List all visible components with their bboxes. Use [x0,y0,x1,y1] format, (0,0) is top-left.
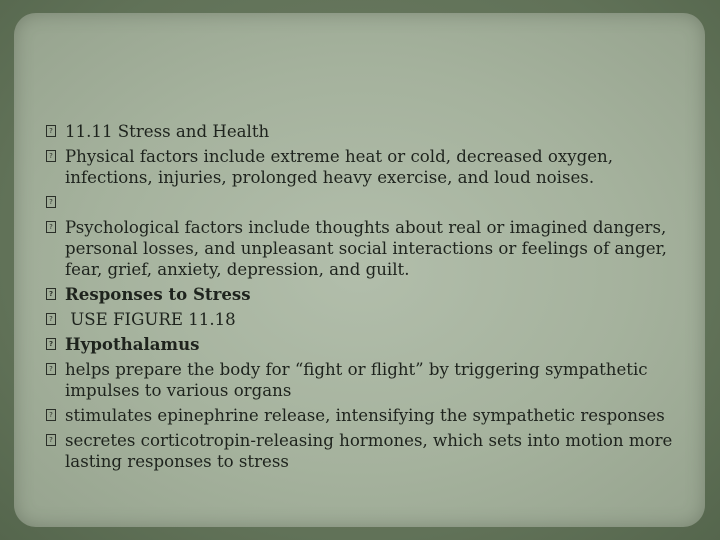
list-item [46,430,686,472]
list-item [46,146,686,188]
list-item-text: stimulates epinephrine release, intensifying the sympathetic responses [65,406,665,425]
missing-glyph-box-icon: ? [46,313,56,325]
section-heading: Hypothalamus [65,334,200,354]
missing-glyph-box-icon: ? [46,150,56,162]
missing-glyph-box-icon: ? [46,288,56,300]
list-item-text: Physical factors include extreme heat or cold, decreased oxygen, infections, injuries, prolonged heavy exercise, and loud noises. [65,147,613,187]
list-item [46,121,686,142]
missing-glyph-box-icon: ? [46,363,56,375]
missing-glyph-box-icon: ? [46,221,56,233]
list-item [46,359,686,401]
missing-glyph-box-icon: ? [46,338,56,350]
list-item-text: helps prepare the body for “fight or flight” by triggering sympathetic impulses to various organs [65,360,648,400]
list-item [46,309,686,330]
bullet-list [46,121,686,476]
list-item-text: USE FIGURE 11.18 [65,310,236,329]
missing-glyph-box-icon: ? [46,409,56,421]
list-item [46,217,686,280]
list-item [46,192,686,213]
list-item [46,334,686,355]
list-item [46,405,686,426]
section-heading: Responses to Stress [65,284,251,304]
list-item-text: secretes corticotropin-releasing hormones, which sets into motion more lasting responses to stress [65,431,673,471]
missing-glyph-box-icon: ? [46,125,56,137]
list-item-text: 11.11 Stress and Health [65,122,270,141]
missing-glyph-box-icon: ? [46,196,56,208]
list-item-text: Psychological factors include thoughts about real or imagined dangers, personal losses, and unpleasant social interactions or feelings of anger, fear, grief, anxiety, depression, and guilt. [65,218,667,279]
missing-glyph-box-icon: ? [46,434,56,446]
list-item [46,284,686,305]
